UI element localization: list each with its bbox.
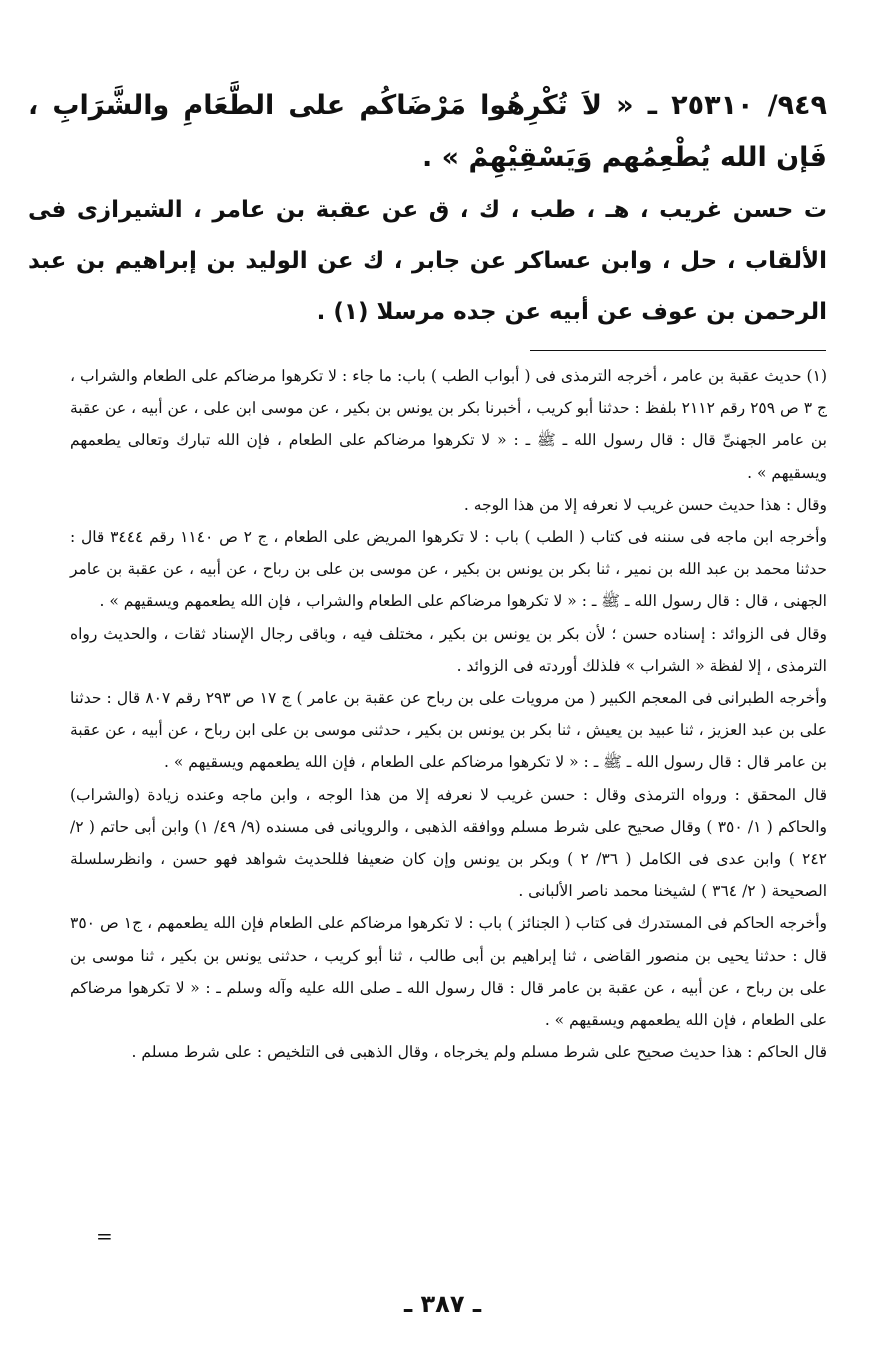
hadith-text: ٩٤٩/ ٢٥٣١٠ ـ « لاَ تُكْرِهُوا مَرْضَاكُم على الطَّعَامِ والشَّرَابِ ، فَإن الله يُطْعِمُهم وَيَسْقِيْهِمْ » .: [28, 90, 828, 173]
continuation-mark: =: [96, 1224, 113, 1248]
hadith-sources: ت حسن غريب ، هـ ، طب ، ك ، ق عن عقبة بن عامر ، الشيرازى فى الألقاب ، حل ، وابن عساكر عن جابر ، ك عن الوليد بن إبراهيم بن عبد الرحمن بن عوف عن أبيه عن جده مرسلا (١) .: [28, 197, 827, 325]
footnote-paragraph: وأخرجه ابن ماجه فى سننه فى كتاب ( الطب ) باب : لا تكرهوا المريض على الطعام ، ج ٢ ص ١١٤٠ رقم ٣٤٤٤ قال : حدثنا محمد بن عبد الله بن نمير ، ثنا بكر بن يونس بن بكير ، عن موسى بن على بن رباح ، عن أبيه ، عن عقبة بن عامر الجهنى ، قال : قال رسول الله ـ ﷺ ـ : « لا تكرهوا مرضاكم على الطعام والشراب ، فإن الله يطعمهم ويسقيهم » .: [70, 528, 827, 611]
footnotes: [70, 360, 827, 1068]
footnote-paragraph: وقال فى الزوائد : إسناده حسن ؛ لأن بكر بن يونس بن بكير ، مختلف فيه ، وباقى رجال الإسناد ثقات ، والحديث رواه الترمذى ، إلا لفظة « الشراب » فلذلك أوردته فى الزوائد .: [70, 624, 827, 675]
footnote-paragraph: وقال : هذا حديث حسن غريب لا نعرفه إلا من هذا الوجه .: [463, 495, 827, 514]
footnote-paragraph: قال الحاكم : هذا حديث صحيح على شرط مسلم ولم يخرجاه ، وقال الذهبى فى التلخيص : على شرط مسلم .: [131, 1043, 827, 1062]
footnote-divider: [530, 350, 826, 351]
footnote-paragraph: وأخرجه الطبرانى فى المعجم الكبير ( من مرويات على بن رباح عن عقبة بن عامر ) ج ١٧ ص ٢٩٣ رقم ٨٠٧ قال : حدثنا على بن عبد العزيز ، ثنا عبيد بن يعيش ، ثنا بكر بن يونس بن بكير ، حدثنى موسى بن على ابن رباح ، عن أبيه ، عن عقبة بن عامر قال : قال رسول الله ـ ﷺ ـ : « لا تكرهوا مرضاكم على الطعام ، فإن الله يطعمهم ويسقيهم » .: [70, 689, 827, 772]
footnote-paragraph: قال المحقق : ورواه الترمذى وقال : حسن غريب لا نعرفه إلا من هذا الوجه ، وابن ماجه وعنده زيادة (والشراب) والحاكم ( ١/ ٣٥٠ ) وقال صحيح على شرط مسلم ووافقه الذهبى ، والرويانى فى مسنده (٩/ ٤٩/ ١) وابن أبى حاتم ( ٢/ ٢٤٢ ) وابن عدى فى الكامل ( ٣٦/ ٢ ) وبكر بن يونس وإن كان ضعيفا فللحديث شواهد فهو حسن ، وانظرسلسلة الصحيحة ( ٢/ ٣٦٤ ) لشيخنا محمد ناصر الألبانى .: [70, 785, 828, 901]
page-number: ـ ٣٨٧ ـ: [403, 1290, 482, 1318]
footnote-paragraph: وأخرجه الحاكم فى المستدرك فى كتاب ( الجنائز ) باب : لا تكرهوا مرضاكم على الطعام فإن الله يطعمهم ، ج١ ص ٣٥٠ قال : حدثنا يحيى بن منصور القاضى ، ثنا إبراهيم بن أبى طالب ، ثنا أبو كريب ، حدثنى يونس بن بكير ، ثنا موسى بن على بن رباح ، عن أبيه ، عن عقبة بن عامر قال : قال رسول الله ـ صلى الله عليه وآله وسلم ـ : « لا تكرهوا مرضاكم على الطعام ، فإن الله يطعمهم ويسقيهم » .: [70, 914, 828, 1030]
footnote-paragraph: (١) حديث عقبة بن عامر ، أخرجه الترمذى فى ( أبواب الطب ) باب: ما جاء : لا تكرهوا مرضاكم على الطعام والشراب ، ج ٣ ص ٢٥٩ رقم ٢١١٢ بلفظ : حدثنا أبو كريب ، أخبرنا بكر بن يونس بن بكير ، عن موسى ابن على ، عن أبيه ، عن عقبة بن عامر الجهنىِّ قال : قال رسول الله ـ ﷺ ـ : « لا تكرهوا مرضاكم على الطعام ، فإن الله تبارك وتعالى يطعمهم ويسقيهم » .: [70, 367, 827, 482]
